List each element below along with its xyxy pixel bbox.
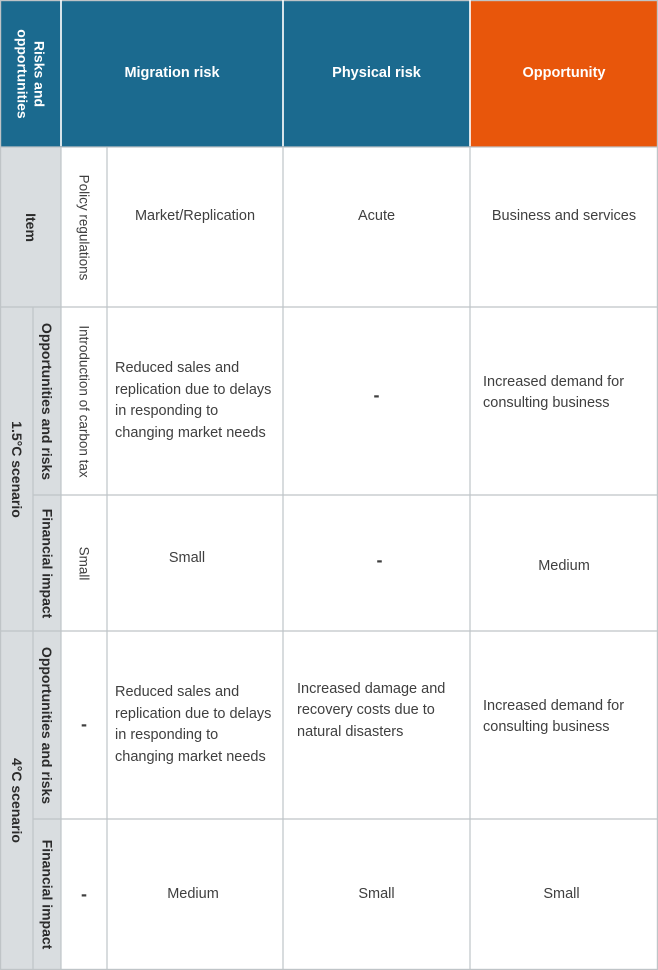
scenario-1-5-fin-label-cell xyxy=(33,495,61,631)
scenario-4-fin-policy xyxy=(61,819,107,970)
row-label-item xyxy=(0,147,61,307)
scenario-1-5-opps-opportunity: Increased demand for consulting business xyxy=(470,307,658,479)
scenario-1-5-opps-physical-dash: - xyxy=(373,385,380,406)
scenario-4-opps-policy xyxy=(61,631,107,819)
scenario-4-opps-migration: Reduced sales and replication due to delays in responding to changing market needs xyxy=(107,631,283,819)
scenario-1-5-fin-policy-text: Small xyxy=(76,546,92,580)
scenario-4-fin-label: Financial impact xyxy=(39,839,56,950)
scenario-4-opps-opportunity: Increased demand for consulting business xyxy=(470,631,658,803)
scenario-4-fin-opportunity: Small xyxy=(470,819,653,970)
scenario-4-fin-migration: Medium xyxy=(107,819,283,970)
header-corner-line2: opportunities xyxy=(14,28,31,119)
header-migration-risk: Migration risk xyxy=(61,0,283,147)
scenario-4-opps-label: Opportunities and risks xyxy=(39,646,56,804)
scenario-4-fin-policy-dash: - xyxy=(81,883,87,904)
scenario-4-label: 4°C scenario xyxy=(9,758,26,843)
item-migration-cell: Market/Replication xyxy=(107,147,283,287)
header-physical-risk: Physical risk xyxy=(283,0,470,147)
scenario-1-5-opps-policy-text: Introduction of carbon tax xyxy=(76,324,92,478)
scenario-4-opps-label-cell xyxy=(33,631,61,819)
scenario-1-5-opps-label: Opportunities and risks xyxy=(39,322,56,480)
scenario-1-5-fin-physical xyxy=(283,495,470,631)
scenario-1-5-fin-migration: Small xyxy=(107,495,267,631)
scenario-1-5-label: 1.5°C scenario xyxy=(9,420,25,518)
scenario-1-5-opps-physical xyxy=(283,307,470,495)
item-physical-cell: Acute xyxy=(283,147,470,287)
scenario-1-5-fin-label: Financial impact xyxy=(39,508,56,618)
item-policy-cell xyxy=(61,147,107,307)
scenario-1-5-opps-migration: Reduced sales and replication due to delays in responding to changing market needs xyxy=(107,307,283,495)
header-corner-label xyxy=(14,29,48,118)
scenario-1-5-fin-policy xyxy=(61,495,107,631)
item-opportunity-cell: Business and services xyxy=(470,147,658,287)
header-corner-cell xyxy=(0,0,61,147)
scenario-4-fin-physical: Small xyxy=(283,819,470,970)
scenario-1-5-fin-opportunity: Medium xyxy=(470,495,658,631)
scenario-1-5-opps-label-cell xyxy=(33,307,61,495)
scenario-4-label-cell xyxy=(0,631,33,970)
item-label: Item xyxy=(22,212,39,242)
scenario-4-opps-policy-dash: - xyxy=(81,714,87,735)
header-opportunity: Opportunity xyxy=(470,0,658,147)
scenario-4-opps-physical: Increased damage and recovery costs due to natural disasters xyxy=(283,631,470,791)
scenario-1-5-opps-policy xyxy=(61,307,107,495)
scenario-1-5-label-cell xyxy=(0,307,33,631)
scenario-1-5-fin-physical-dash: - xyxy=(376,550,383,571)
item-policy-label: Policy regulations xyxy=(76,174,92,280)
scenario-4-fin-label-cell xyxy=(33,819,61,970)
header-corner-line1: Risks and xyxy=(31,40,48,107)
